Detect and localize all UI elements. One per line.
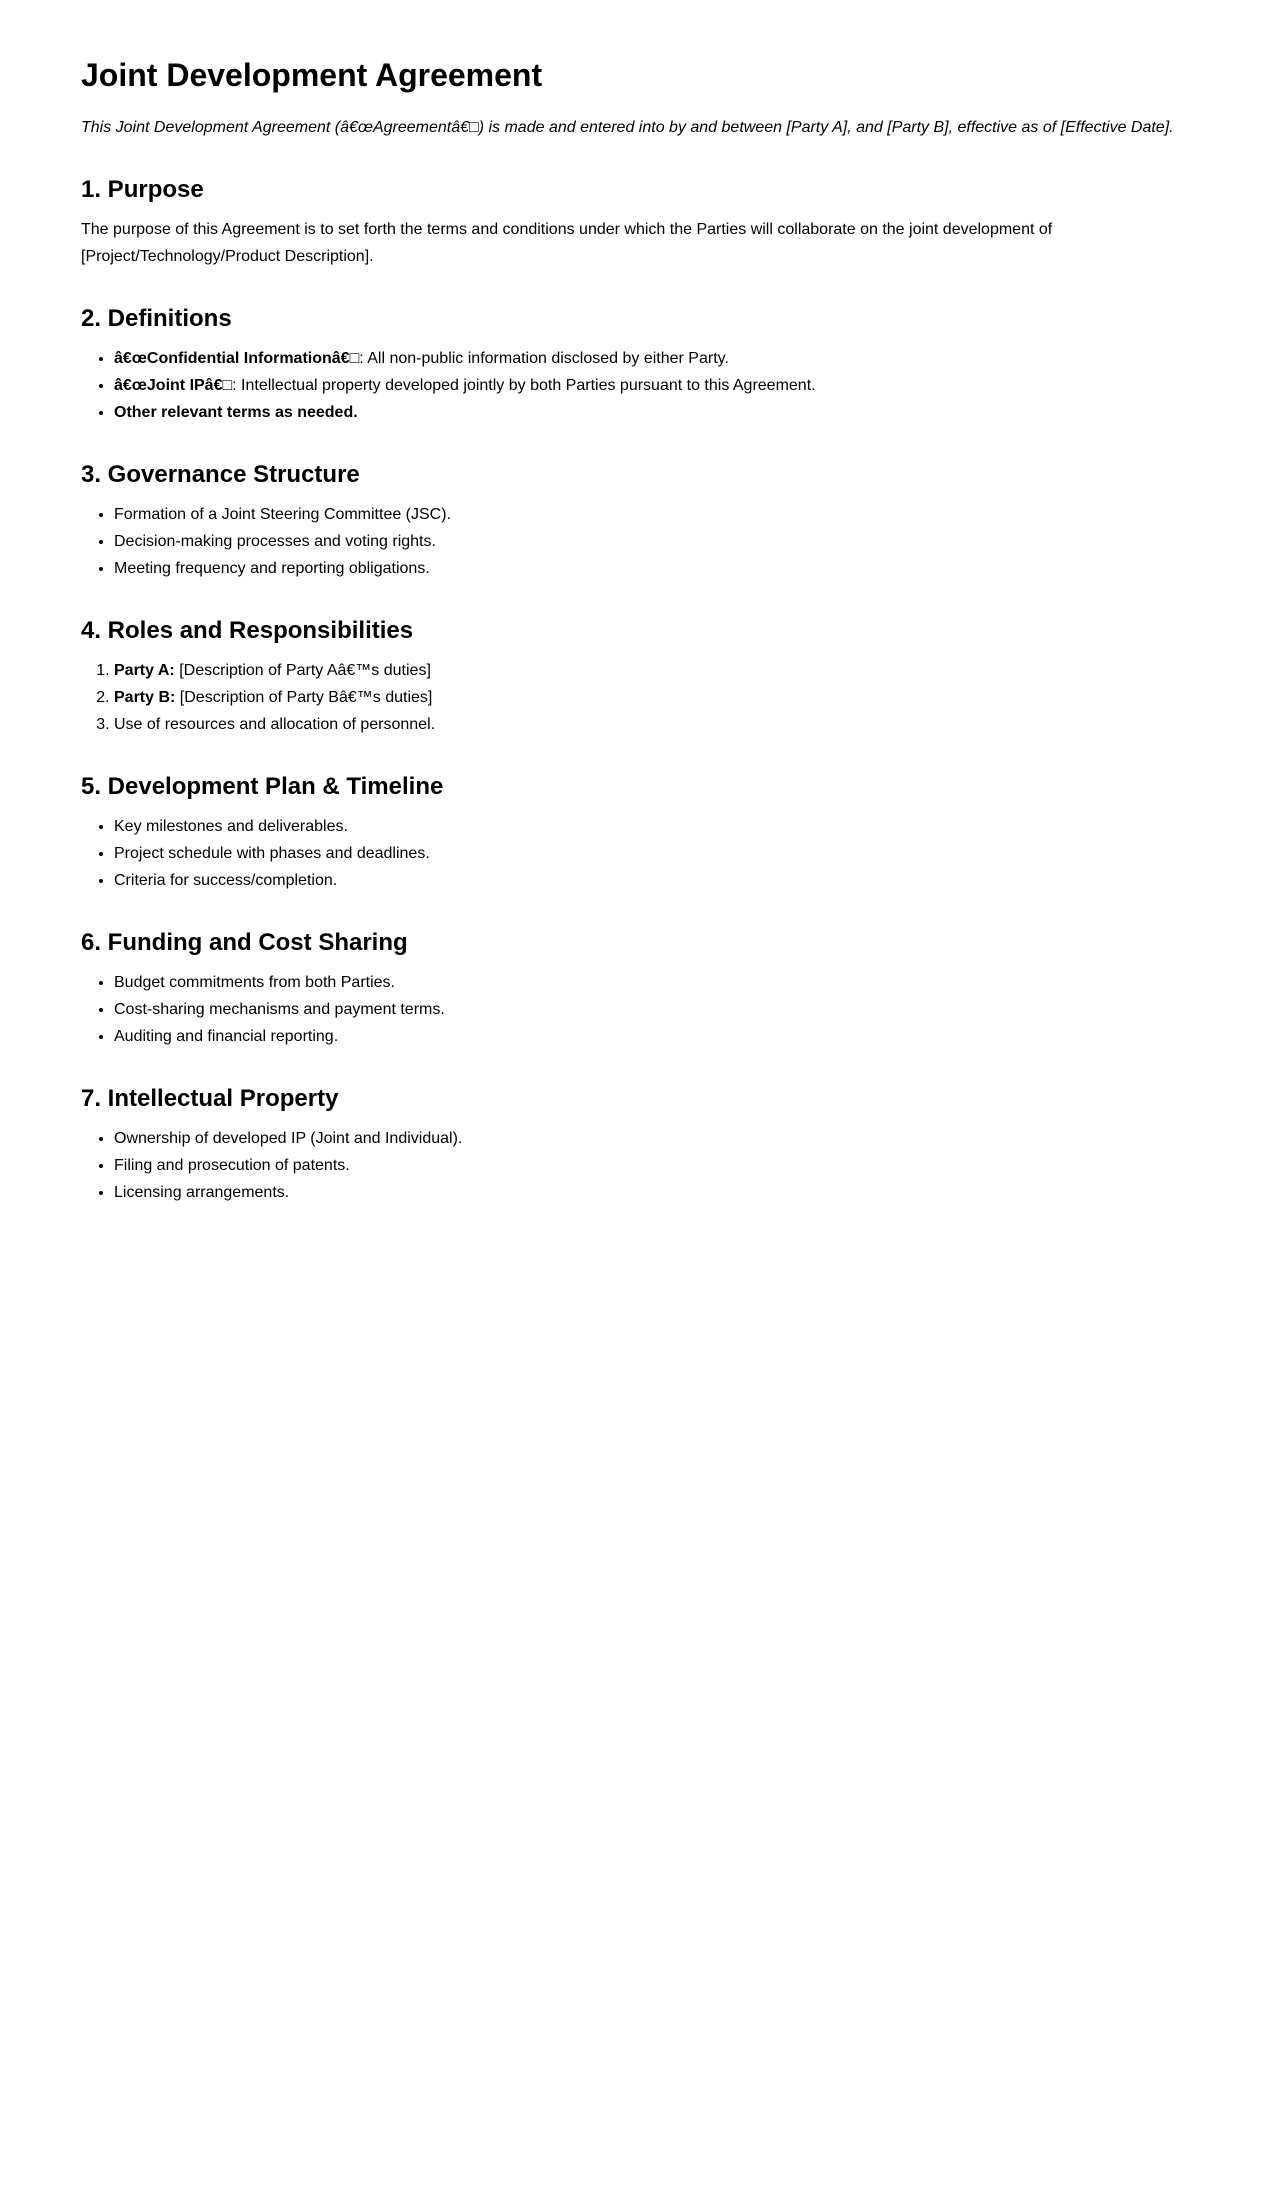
list-item: • Meeting frequency and reporting obligations. — [114, 555, 1182, 582]
purpose-paragraph: The purpose of this Agreement is to set forth the terms and conditions under which the Parties will collaborate on the joint development of [Project/Technology/Product Description]. — [81, 221, 1053, 266]
list-item — [114, 657, 1182, 684]
definition-term: Other relevant terms as needed. — [114, 404, 358, 422]
definition-term: â€œJoint IPâ€□ — [114, 377, 233, 395]
development-plan-list — [81, 813, 1182, 894]
definition-text: : Intellectual property developed jointly by both Parties pursuant to this Agreement. — [232, 377, 816, 395]
section-heading-purpose: 1. Purpose — [81, 176, 204, 204]
list-item — [114, 711, 1182, 738]
section-heading-development-plan: 5. Development Plan & Timeline — [81, 773, 444, 801]
intro-paragraph: This Joint Development Agreement (â€œAgreementâ€□) is made and entered into by and between [Party A], and [Party B], effective as of [Effective Date]. — [81, 119, 1174, 137]
list-item: • Licensing arrangements. — [114, 1179, 1182, 1206]
role-term: Party A: — [114, 662, 175, 680]
list-item: • Key milestones and deliverables. — [114, 813, 1182, 840]
role-term: Party B: — [114, 689, 176, 707]
definition-term: â€œConfidential Informationâ€□ — [114, 350, 360, 368]
intellectual-property-list — [81, 1125, 1182, 1206]
section-heading-roles: 4. Roles and Responsibilities — [81, 617, 414, 645]
definitions-list — [81, 345, 1182, 426]
list-item: • Criteria for success/completion. — [114, 867, 1182, 894]
document-title: Joint Development Agreement — [81, 57, 543, 93]
list-item: • Project schedule with phases and deadlines. — [114, 840, 1182, 867]
section-heading-intellectual-property: 7. Intellectual Property — [81, 1085, 339, 1113]
list-item: • Decision-making processes and voting rights. — [114, 528, 1182, 555]
list-item — [114, 372, 1182, 399]
roles-list — [81, 657, 1182, 738]
list-item: • Auditing and financial reporting. — [114, 1023, 1182, 1050]
list-item — [114, 345, 1182, 372]
role-text: [Description of Party Aâ€™s duties] — [174, 662, 431, 680]
list-item: • Budget commitments from both Parties. — [114, 969, 1182, 996]
funding-list — [81, 969, 1182, 1050]
section-heading-governance: 3. Governance Structure — [81, 461, 360, 489]
list-item: • Ownership of developed IP (Joint and Individual). — [114, 1125, 1182, 1152]
list-item: • Formation of a Joint Steering Committee (JSC). — [114, 501, 1182, 528]
section-heading-definitions: 2. Definitions — [81, 305, 232, 333]
role-text: Use of resources and allocation of personnel. — [114, 716, 436, 734]
list-item — [114, 399, 1182, 426]
definition-text: : All non-public information disclosed by either Party. — [359, 350, 729, 368]
list-item — [114, 684, 1182, 711]
list-item: • Filing and prosecution of patents. — [114, 1152, 1182, 1179]
governance-list — [81, 501, 1182, 582]
list-item: • Cost-sharing mechanisms and payment terms. — [114, 996, 1182, 1023]
role-text: [Description of Party Bâ€™s duties] — [175, 689, 433, 707]
section-heading-funding: 6. Funding and Cost Sharing — [81, 929, 408, 957]
